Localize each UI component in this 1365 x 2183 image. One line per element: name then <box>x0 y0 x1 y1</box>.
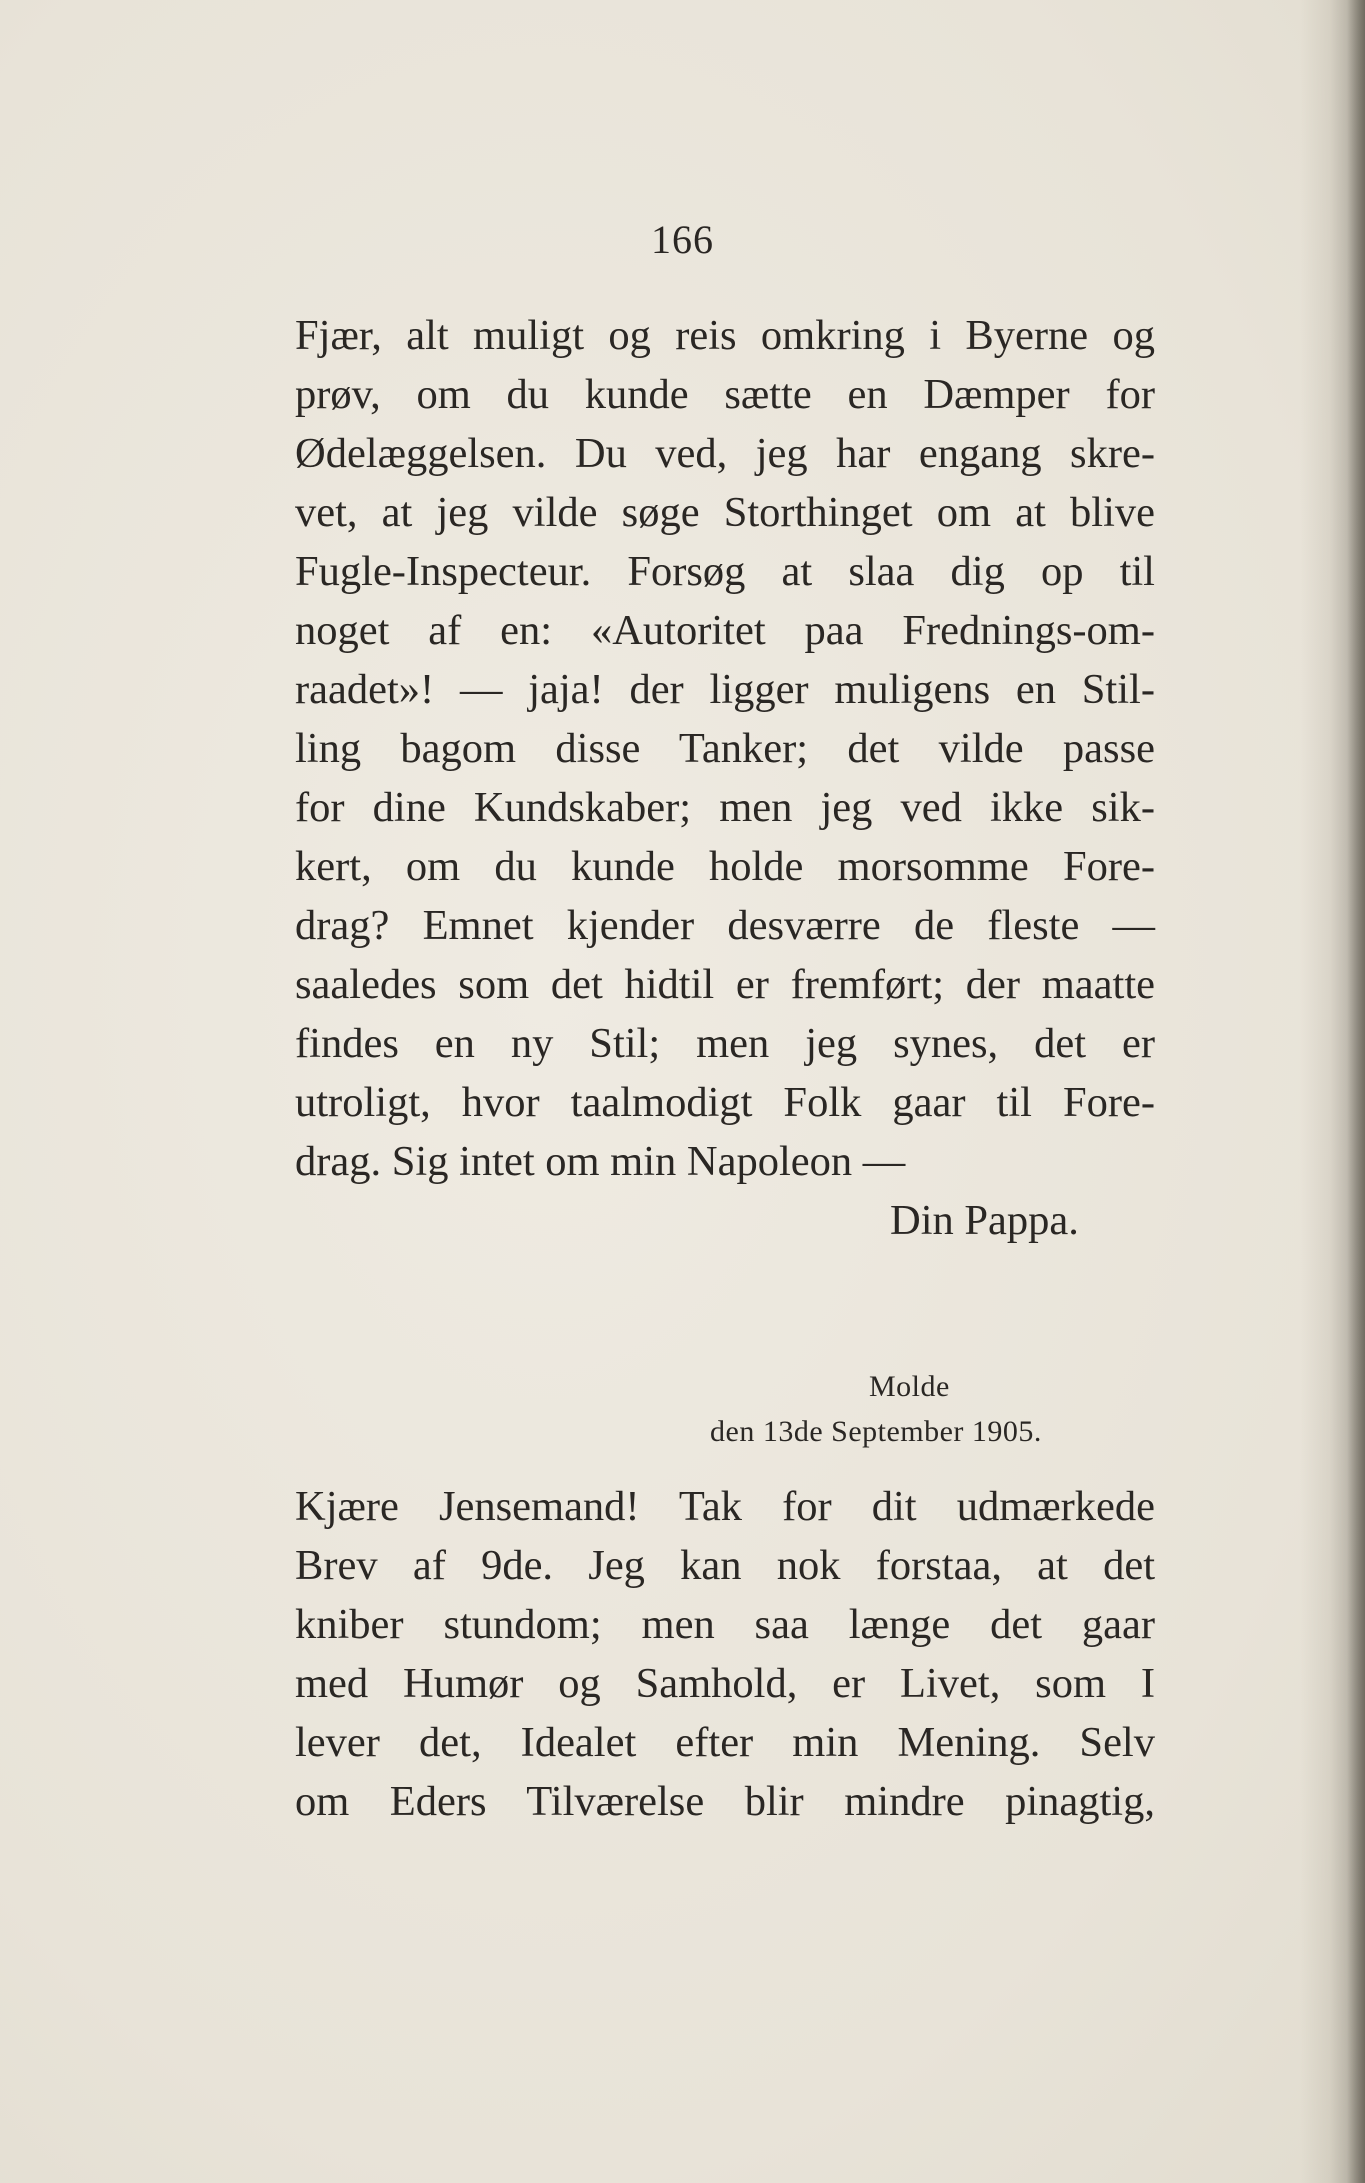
text-line: Kjære Jensemand! Tak for dit udmærkede <box>295 1483 1155 1530</box>
text-line: utroligt, hvor taalmodigt Folk gaar til Fore- <box>295 1079 1155 1126</box>
letter-1-body <box>295 306 1155 1191</box>
text-line: saaledes som det hidtil er fremført; der maatte <box>295 961 1155 1008</box>
letter-2-body <box>295 1477 1155 1831</box>
text-line: prøv, om du kunde sætte en Dæmper for <box>295 371 1155 418</box>
text-line: drag? Emnet kjender desværre de fleste — <box>295 902 1155 949</box>
letter-signature: Din Pappa. <box>890 1197 1079 1244</box>
text-line: noget af en: «Autoritet paa Frednings-om- <box>295 607 1155 654</box>
text-line: ling bagom disse Tanker; det vilde passe <box>295 725 1155 772</box>
text-line: med Humør og Samhold, er Livet, som I <box>295 1660 1155 1707</box>
text-line: raadet»! — jaja! der ligger muligens en Stil- <box>295 666 1155 713</box>
text-line: for dine Kundskaber; men jeg ved ikke sik- <box>295 784 1155 831</box>
letter-date: den 13de September 1905. <box>710 1415 1042 1448</box>
text-line: kniber stundom; men saa længe det gaar <box>295 1601 1155 1648</box>
page-edge-shadow <box>1347 0 1365 2183</box>
page-number: 166 <box>651 217 714 262</box>
text-line: Fjær, alt muligt og reis omkring i Byerne og <box>295 312 1155 359</box>
text-line: findes en ny Stil; men jeg synes, det er <box>295 1020 1155 1067</box>
text-line: lever det, Idealet efter min Mening. Selv <box>295 1719 1155 1766</box>
text-line: vet, at jeg vilde søge Storthinget om at blive <box>295 489 1155 536</box>
text-line: Fugle-Inspecteur. Forsøg at slaa dig op til <box>295 548 1155 595</box>
text-line: kert, om du kunde holde morsomme Fore- <box>295 843 1155 890</box>
letter-place: Molde <box>869 1370 950 1403</box>
text-line: Brev af 9de. Jeg kan nok forstaa, at det <box>295 1542 1155 1589</box>
text-line: Ødelæggelsen. Du ved, jeg har engang skre- <box>295 430 1155 477</box>
text-line: om Eders Tilværelse blir mindre pinagtig, <box>295 1778 1155 1825</box>
text-line: drag. Sig intet om min Napoleon — <box>295 1138 906 1185</box>
